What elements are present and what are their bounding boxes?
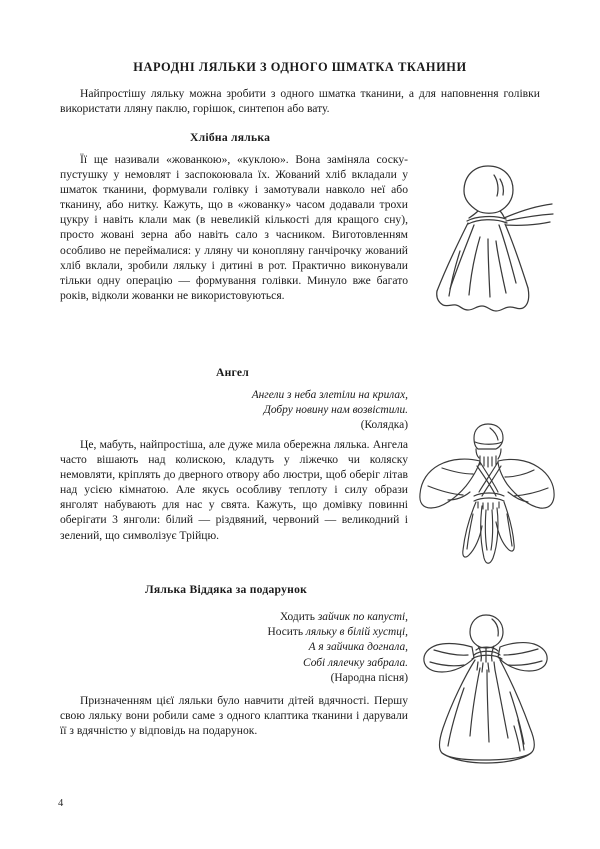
verse-angel <box>148 388 408 434</box>
verse-line <box>148 640 408 655</box>
page-title: НАРОДНІ ЛЯЛЬКИ З ОДНОГО ШМАТКА ТКАНИНИ <box>133 60 467 74</box>
section-heading-angel <box>216 366 249 379</box>
verse-line <box>148 388 408 403</box>
verse-line-rest: Ангели з неба злетіли на крилах, <box>251 389 408 401</box>
gift-doll-illustration <box>414 610 562 768</box>
verse-source-angel: (Колядка) <box>360 419 408 432</box>
verse-line-rest: Собі лялечку забрала. <box>303 656 408 669</box>
angel-doll-illustration <box>418 418 568 570</box>
section-heading-bread-doll: Хлібна лялька <box>190 131 271 144</box>
verse-line-rest: ляльку в білій хустці, <box>305 626 408 639</box>
verse-line-rest: А я зайчика догнала, <box>308 641 408 654</box>
verse-gift-doll <box>148 610 408 686</box>
verse-line-lead: Носить <box>267 626 306 639</box>
page-number: 4 <box>58 798 64 809</box>
verse-line <box>148 656 408 671</box>
section-body-angel: Це, мабуть, найпростіша, але дуже мила обережна лялька. Ангела часто вішають над колискою, кладуть у ліжечко чи коляску немовляти, кріплять до дверного отвору або люстри, щоб оберіг літав над усією кімнатою. Але якусь особливу теплоту і силу образи янголят набувають для нас у свята. Кажуть, що домівку повинні оберігати 3 янголи: білий — різдвяний, червоний — великодний і зелений, що символізує Трійцю. <box>60 438 408 542</box>
section-body-gift-doll: Призначенням цієї ляльки було навчити дітей вдячності. Першу свою ляльку вони робили саме з одного клаптика тканини і дарували її з вдячністю у відповідь на подарунок. <box>60 694 408 738</box>
verse-source-gift-doll: (Народна пісня) <box>330 671 408 684</box>
verse-line-lead: Ходить <box>280 611 318 623</box>
bread-doll-illustration <box>424 155 556 330</box>
verse-line <box>148 625 408 640</box>
verse-line-rest: Добру новину нам возвістили. <box>263 404 408 417</box>
verse-line <box>148 610 408 625</box>
section-heading-gift-doll: Лялька Віддяка за подарунок <box>145 583 308 596</box>
section-heading-angel-label: Ангел <box>216 366 250 379</box>
section-body-bread-doll: Її ще називали «жованкою», «куклою». Вона заміняла соску-пустушку у немовлят і заспокоювала їх. Жований хліб вкладали у шматок тканини, формували голівку і замотували навколо неї або тканину, або нитку. Кажуть, що в «жованку» часом додавали трохи цукру і навіть клали мак (в невеликій кількості для кращого сну), просто жовані зерна або навіть сало з часником. Виготовленням особливо не переймалися: у лляну чи конопляну ганчірочку жований хліб вклали, зробили ляльку і дитині в рот. Практично виконували тільки одну операцію — формування голівки. Минуло вже багато років, відколи жованки не використовуються. <box>60 153 408 302</box>
intro-paragraph: Найпростішу ляльку можна зробити з одного шматка тканини, а для наповнення голівки використати лляну паклю, горішок, синтепон або вату. <box>60 87 540 116</box>
verse-line-rest: зайчик по капусті, <box>317 611 408 623</box>
verse-line <box>148 403 408 418</box>
